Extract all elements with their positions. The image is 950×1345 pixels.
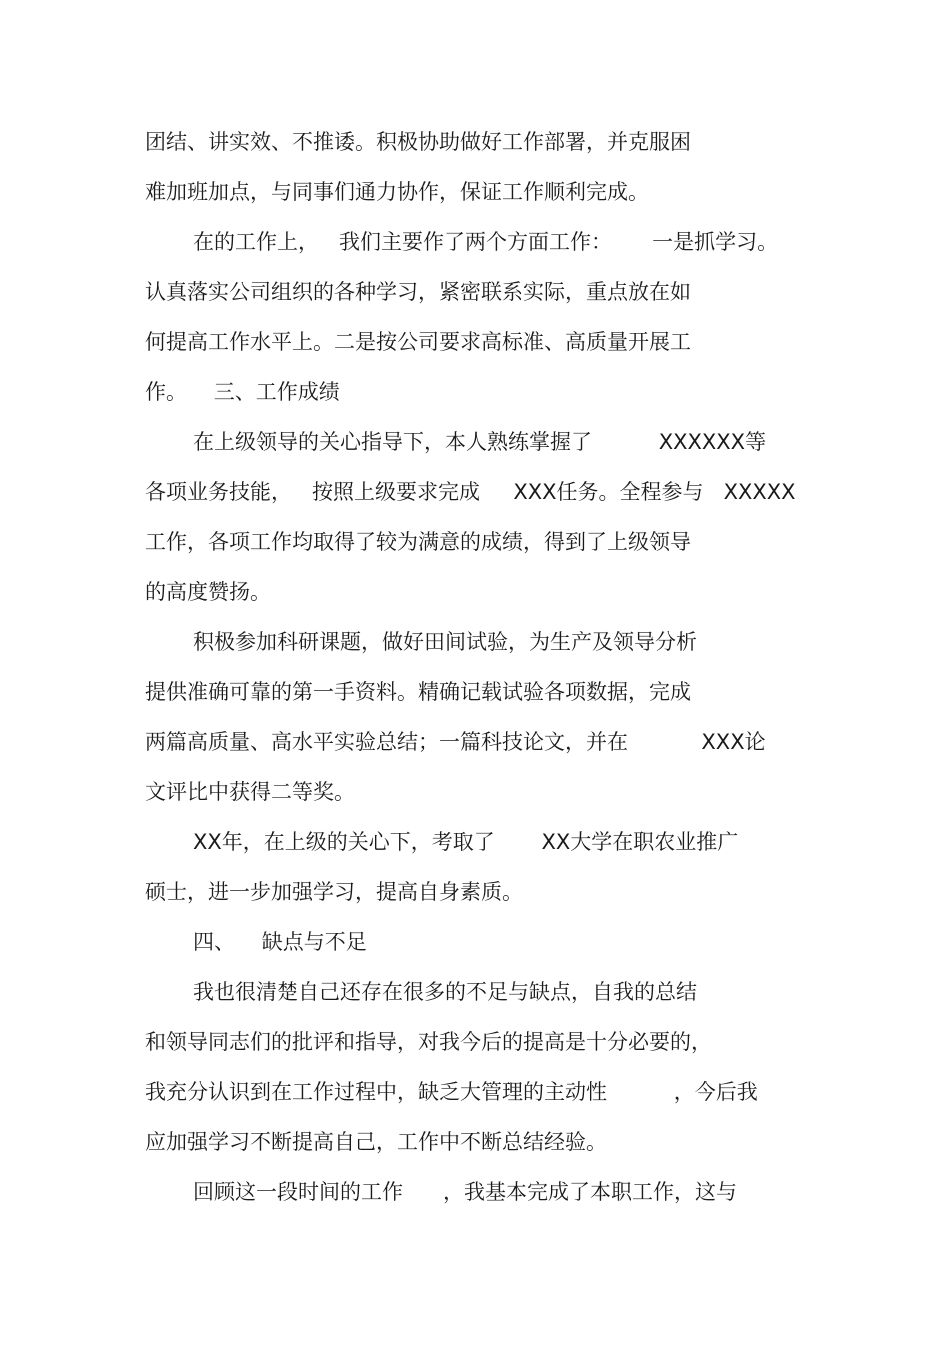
paragraph-first-line: 积极参加科研课题，做好田间试验，为生产及领导分析 bbox=[193, 630, 697, 654]
body-text-line: 硕士，进一步加强学习，提高自身素质。 bbox=[145, 880, 523, 904]
body-text-line: 团结、讲实效、不推诿。积极协助做好工作部署，并克服困 bbox=[145, 130, 691, 154]
body-text-line: 应加强学习不断提高自己，工作中不断总结经验。 bbox=[145, 1130, 607, 1154]
paragraph-first-line: 在上级领导的关心指导下，本人熟练掌握了 XXXXXX等 bbox=[193, 430, 767, 454]
body-text-line: 我充分认识到在工作过程中，缺乏大管理的主动性 ，今后我 bbox=[145, 1080, 758, 1104]
paragraph-first-line: 我也很清楚自己还存在很多的不足与缺点，自我的总结 bbox=[193, 980, 697, 1004]
paragraph-first-line: 在的工作上， 我们主要作了两个方面工作： 一是抓学习。 bbox=[193, 230, 779, 254]
paragraph-first-line: XX年，在上级的关心下，考取了 XX大学在职农业推广 bbox=[193, 830, 739, 854]
body-text-line: 两篇高质量、高水平实验总结；一篇科技论文，并在 XXX论 bbox=[145, 730, 766, 754]
body-text-line: 作。 三、工作成绩 bbox=[145, 380, 340, 404]
body-text-line: 提供准确可靠的第一手资料。精确记载试验各项数据，完成 bbox=[145, 680, 691, 704]
paragraph-first-line: 回顾这一段时间的工作 ，我基本完成了本职工作，这与 bbox=[193, 1180, 738, 1204]
body-text-line: 和领导同志们的批评和指导，对我今后的提高是十分必要的， bbox=[145, 1030, 712, 1054]
body-text-line: 文评比中获得二等奖。 bbox=[145, 780, 355, 804]
body-text-line: 何提高工作水平上。二是按公司要求高标准、高质量开展工 bbox=[145, 330, 691, 354]
body-text-line: 认真落实公司组织的各种学习，紧密联系实际，重点放在如 bbox=[145, 280, 691, 304]
body-text-line: 各项业务技能， 按照上级要求完成 XXX任务。全程参与 XXXXX bbox=[145, 480, 796, 504]
body-text-line: 难加班加点，与同事们通力协作，保证工作顺利完成。 bbox=[145, 180, 649, 204]
body-text-line: 的高度赞扬。 bbox=[145, 580, 271, 604]
section-heading: 四、 缺点与不足 bbox=[193, 930, 367, 954]
body-text-line: 工作，各项工作均取得了较为满意的成绩，得到了上级领导 bbox=[145, 530, 691, 554]
